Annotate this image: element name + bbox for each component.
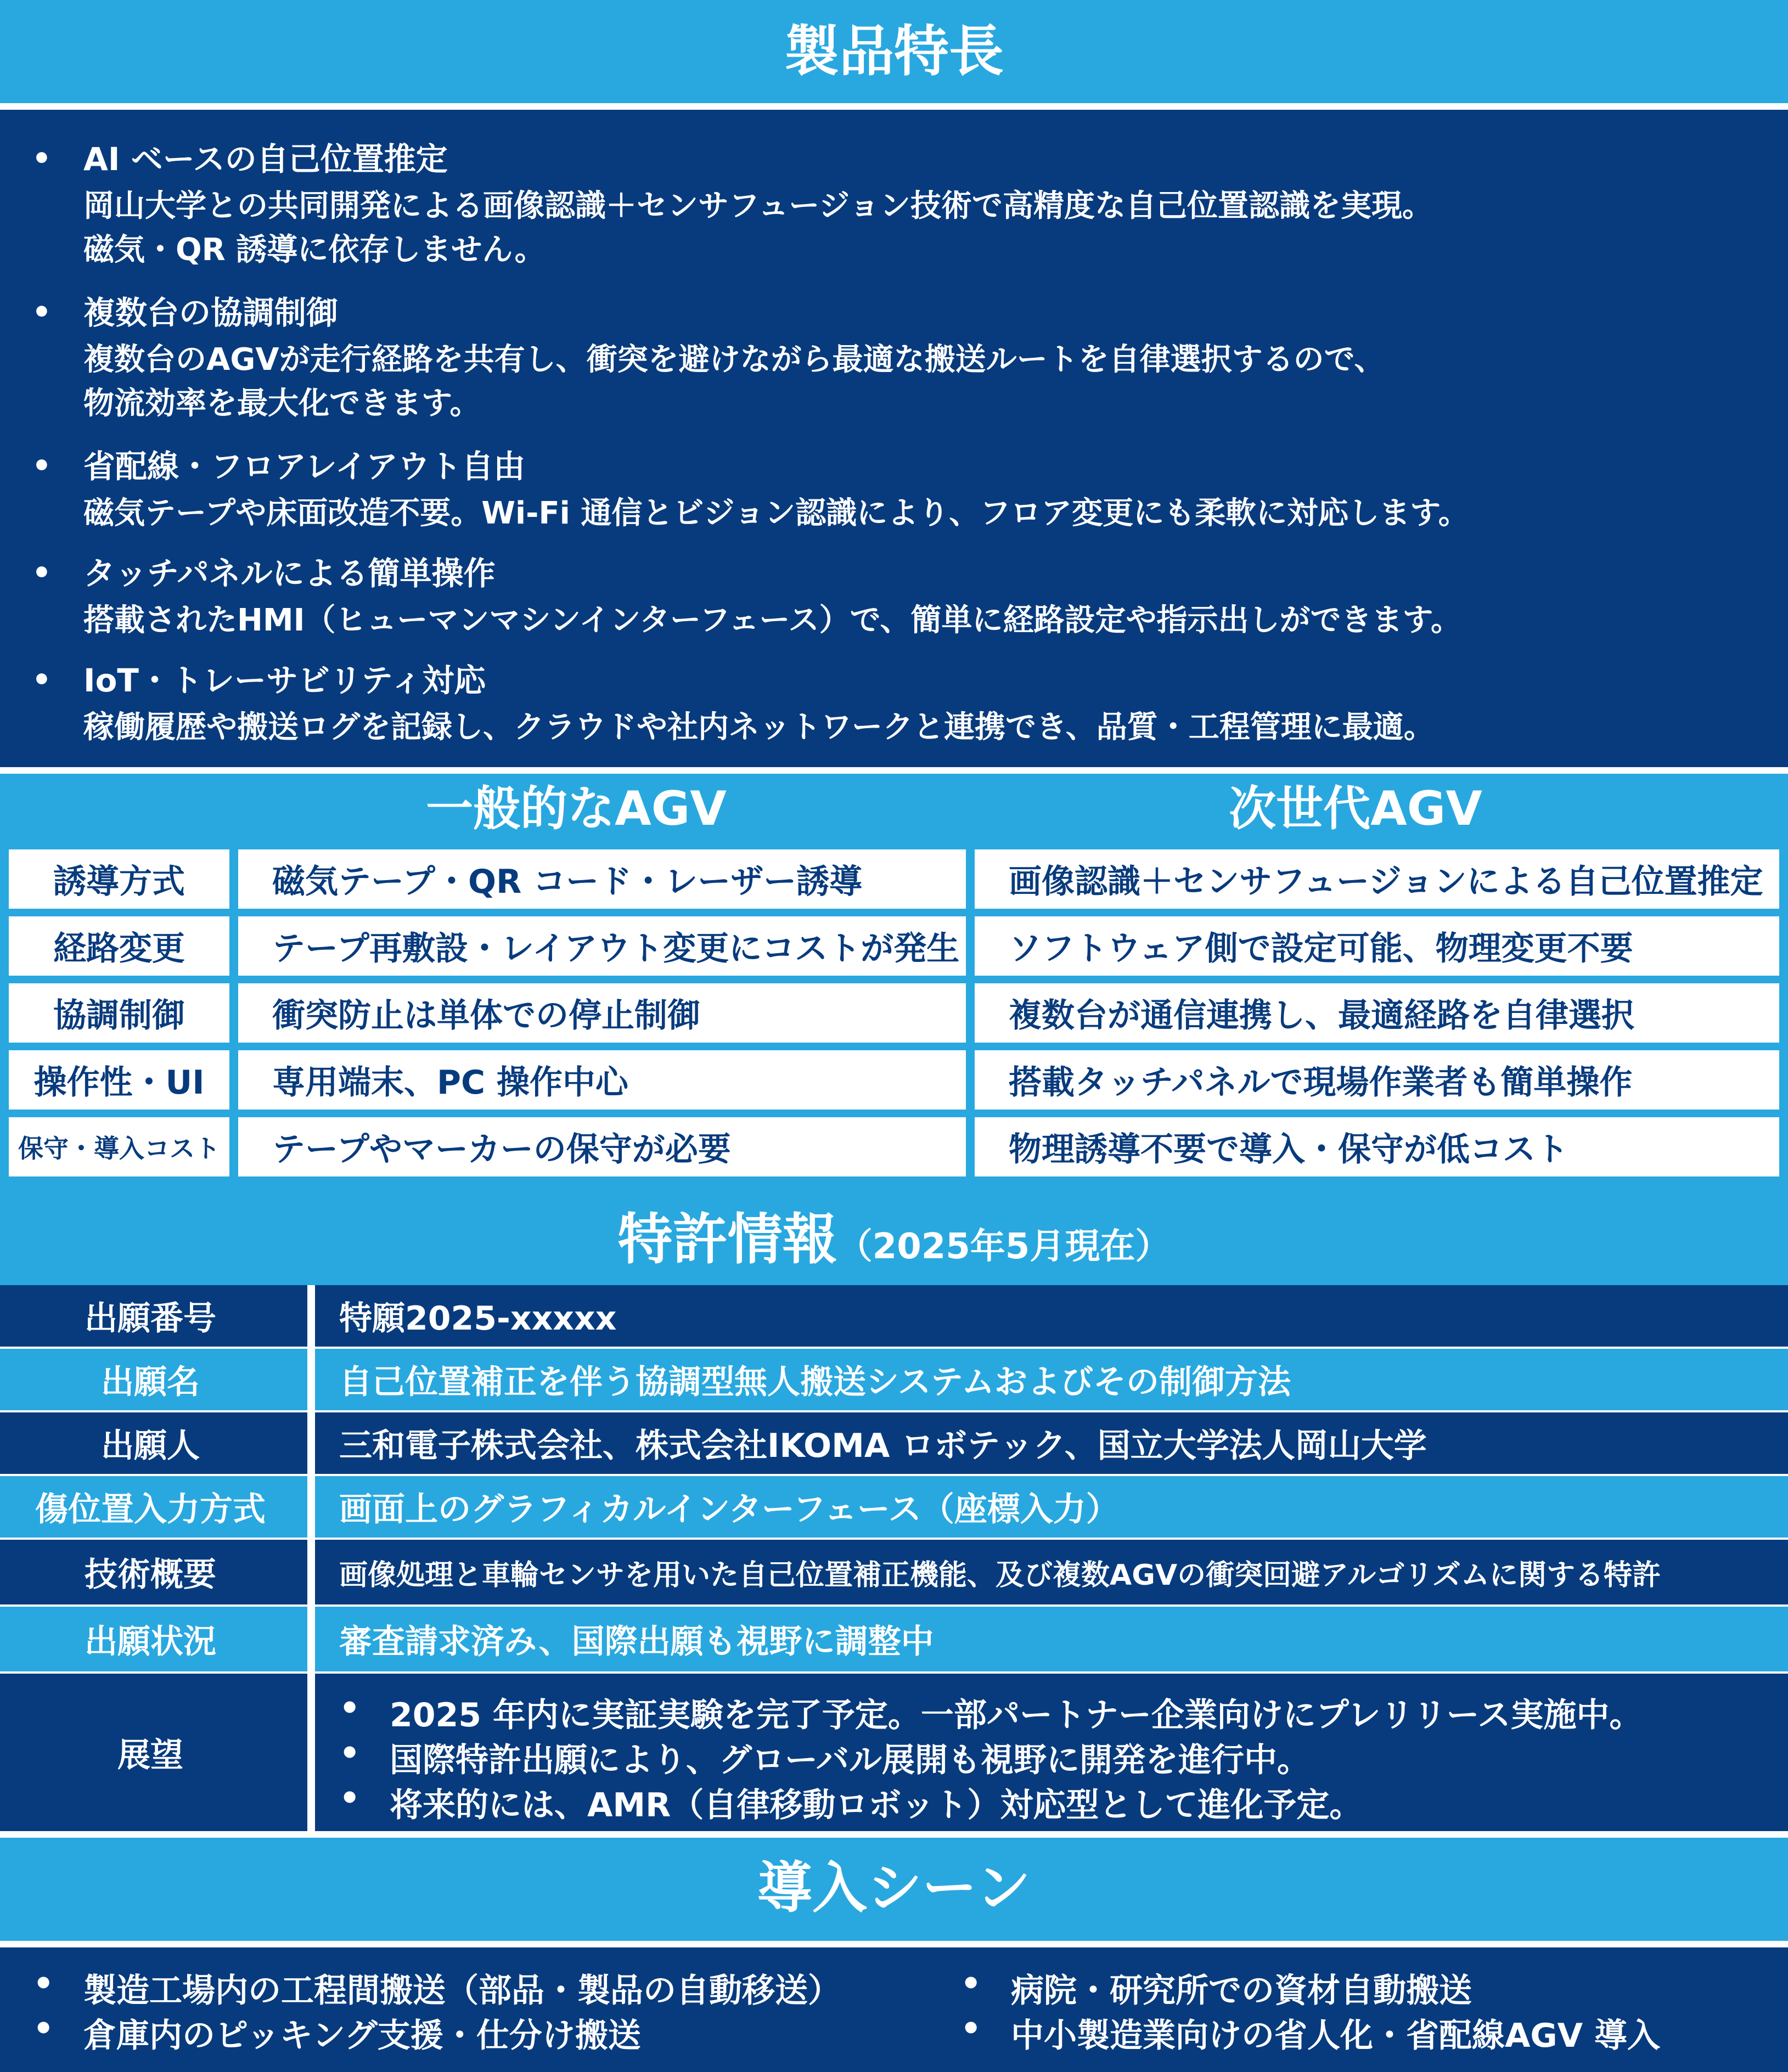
feature-description: 磁気テープや床面改造不要。Wi-Fi 通信とビジョン認識により、フロア変更にも柔軟に対応します。 [83, 496, 1469, 531]
patent-row-label: 出願番号 [85, 1299, 216, 1338]
row-divider [0, 1410, 1788, 1412]
bullet-icon: • [339, 1689, 361, 1727]
next-gen-agv-cell: 物理誘導不要で導入・保守が低コスト [975, 1117, 1779, 1176]
comparison-row-label: 保守・導入コスト [9, 1117, 229, 1176]
patent-row-value: 自己位置補正を伴う協調型無人搬送システムおよびその制御方法 [339, 1363, 1291, 1401]
general-agv-cell: 衝突防止は単体での停止制御 [238, 983, 966, 1043]
patent-row-value: 審査請求済み、国際出願も視野に調整中 [339, 1623, 934, 1661]
patent-outlook-label: 展望 [117, 1736, 183, 1775]
comparison-row-label: 経路変更 [9, 916, 229, 976]
row-divider [0, 1538, 1788, 1540]
next-gen-agv-cell: 画像認識＋センサフュージョンによる自己位置推定 [975, 849, 1779, 909]
general-agv-heading: 一般的なAGV [426, 781, 727, 836]
bullet-icon: • [960, 2009, 982, 2048]
patent-title: 特許情報 [617, 1207, 837, 1271]
patent-row-value: 画面上のグラフィカルインターフェース（座標入力） [339, 1490, 1119, 1529]
comparison-row-label: 誘導方式 [9, 849, 229, 909]
bullet-icon: • [960, 1964, 982, 2003]
patent-row [0, 1540, 1788, 1604]
scenes-title: 導入シーン [757, 1856, 1031, 1920]
feature-title: タッチパネルによる簡単操作 [83, 555, 496, 592]
patent-row-value: 特願2025-xxxxx [339, 1299, 617, 1338]
next-gen-agv-heading: 次世代AGV [1229, 781, 1482, 836]
bullet-icon: • [33, 1964, 54, 2003]
row-divider [0, 1671, 1788, 1674]
feature-title: AI ベースの自己位置推定 [83, 140, 448, 178]
patent-row-value: 画像処理と車輪センサを用いた自己位置補正機能、及び複数AGVの衝突回避アルゴリズムに関する特許 [339, 1558, 1661, 1592]
feature-title: IoT・トレーサビリティ対応 [83, 662, 486, 699]
comparison-row-label: 操作性・UI [9, 1050, 229, 1110]
bullet-icon: • [32, 448, 52, 484]
patent-outlook-row: 展望 • 2025 年内に実証実験を完了予定。一部パートナー企業向けにプレリリース実施中。 • 国際特許出願により、グローバル展開も視野に開発を進行中。 • 将来的には、AMR（自律移動ロボット）対応型として進化予定。 [0, 1674, 1788, 1831]
feature-description: 搭載されたHMI（ヒューマンマシンインターフェース）で、簡単に経路設定や指示出しができます。 [83, 603, 1461, 638]
patent-row [0, 1349, 1788, 1410]
patent-row-label: 出願状況 [85, 1623, 216, 1661]
patent-row-label: 出願人 [101, 1427, 200, 1465]
general-agv-cell: 磁気テープ・QR コード・レーザー誘導 [238, 849, 966, 909]
feature-description: 複数台のAGVが走行経路を共有し、衝突を避けながら最適な搬送ルートを自律選択するので、 物流効率を最大化できます。 [83, 342, 1385, 421]
general-agv-cell: テープやマーカーの保守が必要 [238, 1117, 966, 1176]
bullet-icon: • [32, 141, 52, 177]
column-divider [307, 1285, 315, 1831]
patent-subtitle: （2025年5月現在） [837, 1226, 1171, 1267]
patent-row [0, 1412, 1788, 1474]
row-divider [0, 1474, 1788, 1476]
patent-row-label: 技術概要 [85, 1556, 216, 1594]
bullet-icon: • [339, 1779, 361, 1817]
feature-description: 岡山大学との共同開発による画像認識＋センサフュージョン技術で高精度な自己位置認識を実現。 磁気・QR 誘導に依存しません。 [83, 188, 1433, 268]
bullet-icon: • [339, 1734, 361, 1772]
next-gen-agv-cell: 複数台が通信連携し、最適経路を自律選択 [975, 983, 1779, 1043]
bullet-icon: • [32, 555, 52, 591]
bullet-icon: • [33, 2009, 54, 2048]
patent-row [0, 1285, 1788, 1347]
patent-heading [0, 1195, 1788, 1271]
feature-description: 稼働履歴や搬送ログを記録し、クラウドや社内ネットワークと連携でき、品質・工程管理に最適。 [83, 710, 1435, 745]
patent-row-value: 三和電子株式会社、株式会社IKOMA ロボテック、国立大学法人岡山大学 [339, 1427, 1427, 1465]
comparison-row-label: 協調制御 [9, 983, 229, 1043]
general-agv-cell: テープ再敷設・レイアウト変更にコストが発生 [238, 916, 966, 976]
next-gen-agv-cell: 搭載タッチパネルで現場作業者も簡単操作 [975, 1050, 1779, 1110]
general-agv-cell: 専用端末、PC 操作中心 [238, 1050, 966, 1110]
row-divider [0, 1604, 1788, 1607]
patent-row-label: 出願名 [101, 1363, 200, 1401]
next-gen-agv-cell: ソフトウェア側で設定可能、物理変更不要 [975, 916, 1779, 976]
patent-row [0, 1607, 1788, 1671]
patent-row [0, 1476, 1788, 1538]
bullet-icon: • [32, 662, 52, 698]
feature-title: 複数台の協調制御 [83, 294, 339, 331]
features-title: 製品特長 [784, 19, 1004, 83]
bullet-icon: • [32, 295, 52, 330]
row-divider [0, 1347, 1788, 1349]
feature-title: 省配線・フロアレイアウト自由 [83, 448, 526, 485]
patent-row-label: 傷位置入力方式 [35, 1490, 266, 1529]
